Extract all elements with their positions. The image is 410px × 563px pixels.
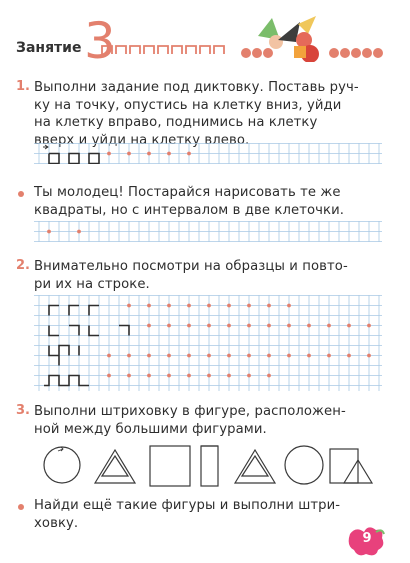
task-3-text	[34, 403, 346, 438]
gnome-decoration	[238, 14, 388, 62]
task-1b-line: Ты молодец! Постарайся нарисовать те же	[34, 185, 341, 200]
lesson-number: 3	[84, 12, 116, 70]
task-3b-line: Найди ещё такие фигуры и выполни штри-	[34, 498, 341, 513]
bullet-icon	[18, 504, 24, 510]
header-letter-border	[100, 40, 240, 56]
task-1-line: на клетку вправо, поднимись на клетку	[34, 115, 318, 130]
grid-strip-1	[34, 143, 382, 164]
task-3b-line: ховку.	[34, 515, 79, 531]
task-1-number: 1.	[16, 79, 30, 94]
task-1b-text	[34, 184, 344, 219]
circle-shape	[44, 447, 80, 483]
task-3-number: 3.	[16, 403, 30, 418]
task-1b-line: квадраты, но с интервалом в две клеточки.	[34, 202, 345, 218]
square-shape	[150, 446, 190, 486]
task-3-line: Выполни штриховку в фигуре, расположен-	[34, 404, 346, 419]
task-2-line: ри их на строке.	[34, 276, 150, 292]
grid-lines	[34, 221, 382, 242]
task-1-line: ку на точку, опустись на клетку вниз, уйди	[34, 97, 342, 113]
task-1-text	[34, 79, 359, 149]
page-number: 9	[362, 531, 372, 546]
task-2-line: Внимательно посмотри на образцы и повто-	[34, 259, 348, 274]
lesson-label: Занятие	[16, 40, 82, 56]
task-3b-text	[34, 497, 340, 532]
task-2-text	[34, 258, 348, 293]
task-1-line: Выполни задание под диктовку. Поставь руч-	[34, 80, 359, 95]
sample-squares	[49, 154, 99, 164]
shapes-row	[40, 440, 380, 492]
task-2-number: 2.	[16, 258, 30, 273]
grid-strip-2	[34, 221, 382, 242]
bullet-icon	[18, 191, 24, 197]
task-3-line: ной между большими фигурами.	[34, 421, 267, 437]
square-shape	[201, 446, 218, 486]
arrow-icon	[43, 145, 48, 149]
circle-shape	[285, 446, 323, 484]
grid-lines	[34, 143, 382, 164]
grid-block-patterns	[34, 295, 382, 391]
task-1-line: вверх и уйди на клетку влево.	[34, 132, 250, 148]
